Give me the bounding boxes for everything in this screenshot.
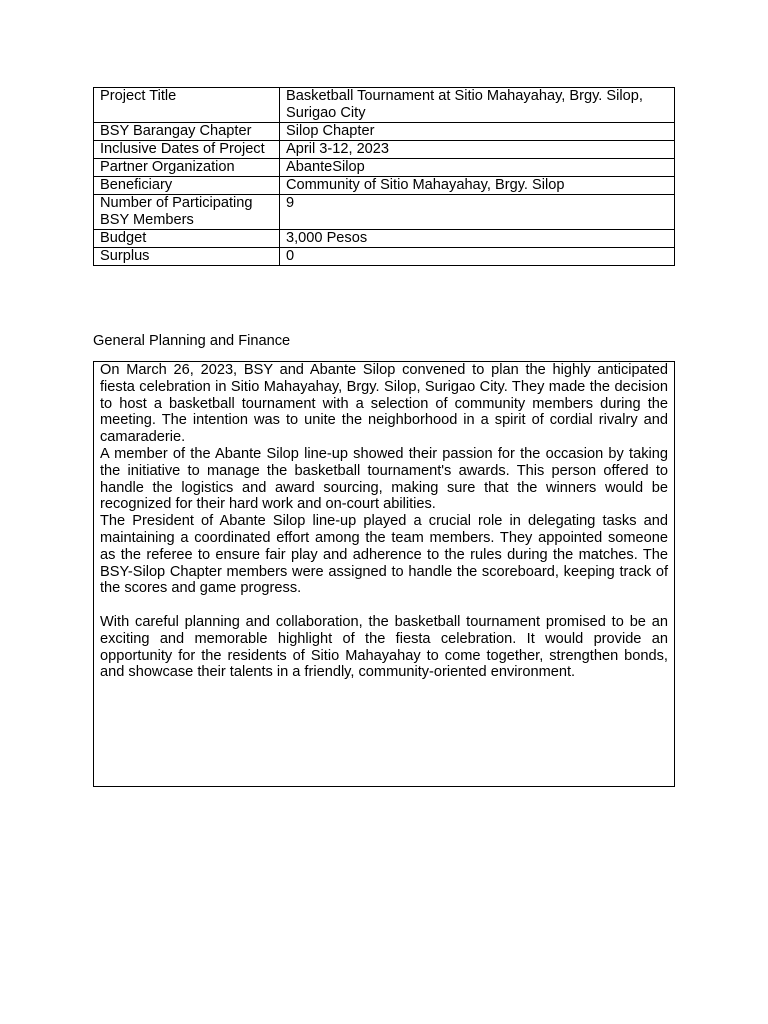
row-value-beneficiary: Community of Sitio Mahayahay, Brgy. Silop bbox=[280, 177, 675, 195]
row-value-chapter: Silop Chapter bbox=[280, 123, 675, 141]
row-label-beneficiary: Beneficiary bbox=[94, 177, 280, 195]
row-label-members: Number of Participating BSY Members bbox=[94, 195, 280, 230]
table-row bbox=[94, 177, 675, 195]
table-row bbox=[94, 195, 675, 230]
project-info-table bbox=[93, 87, 675, 266]
row-value-members: 9 bbox=[280, 195, 675, 230]
table-row bbox=[94, 88, 675, 123]
narrative-paragraph: On March 26, 2023, BSY and Abante Silop convened to plan the highly anticipated fiesta celebration in Sitio Mahayahay, Brgy. Silop, Surigao City. They made the decision to host a basketball tournament with a selection of community members during the meeting. The intention was to unite the neighborhood in a spirit of cordial rivalry and camaraderie. bbox=[100, 362, 668, 446]
row-label-project-title: Project Title bbox=[94, 88, 280, 123]
table-row bbox=[94, 230, 675, 248]
table-row bbox=[94, 123, 675, 141]
row-value-dates: April 3-12, 2023 bbox=[280, 141, 675, 159]
row-label-budget: Budget bbox=[94, 230, 280, 248]
row-value-partner: AbanteSilop bbox=[280, 159, 675, 177]
row-label-chapter: BSY Barangay Chapter bbox=[94, 123, 280, 141]
narrative-box bbox=[93, 361, 675, 787]
table-row bbox=[94, 159, 675, 177]
row-label-dates: Inclusive Dates of Project bbox=[94, 141, 280, 159]
table-row bbox=[94, 248, 675, 266]
row-value-project-title: Basketball Tournament at Sitio Mahayahay, Brgy. Silop, Surigao City bbox=[280, 88, 675, 123]
paragraph-spacer bbox=[100, 597, 668, 614]
section-heading: General Planning and Finance bbox=[93, 333, 291, 349]
narrative-paragraph: With careful planning and collaboration, the basketball tournament promised to be an exciting and memorable highlight of the fiesta celebration. It would provide an opportunity for the residents of Sitio Mahayahay to come together, strengthen bonds, and showcase their talents in a friendly, community-oriented environment. bbox=[100, 613, 668, 681]
narrative-paragraph: A member of the Abante Silop line-up showed their passion for the occasion by taking the initiative to manage the basketball tournament's awards. This person offered to handle the logistics and award sourcing, making sure that the winners would be recognized for their hard work and on-court abilities. bbox=[100, 445, 668, 513]
row-label-partner: Partner Organization bbox=[94, 159, 280, 177]
row-label-surplus: Surplus bbox=[94, 248, 280, 266]
row-value-budget: 3,000 Pesos bbox=[280, 230, 675, 248]
row-value-surplus: 0 bbox=[280, 248, 675, 266]
narrative-paragraph: The President of Abante Silop line-up played a crucial role in delegating tasks and maintaining a coordinated effort among the team members. They appointed someone as the referee to ensure fair play and adherence to the rules during the matches. The BSY-Silop Chapter members were assigned to handle the scoreboard, keeping track of the scores and game progress. bbox=[100, 513, 668, 597]
table-row bbox=[94, 141, 675, 159]
